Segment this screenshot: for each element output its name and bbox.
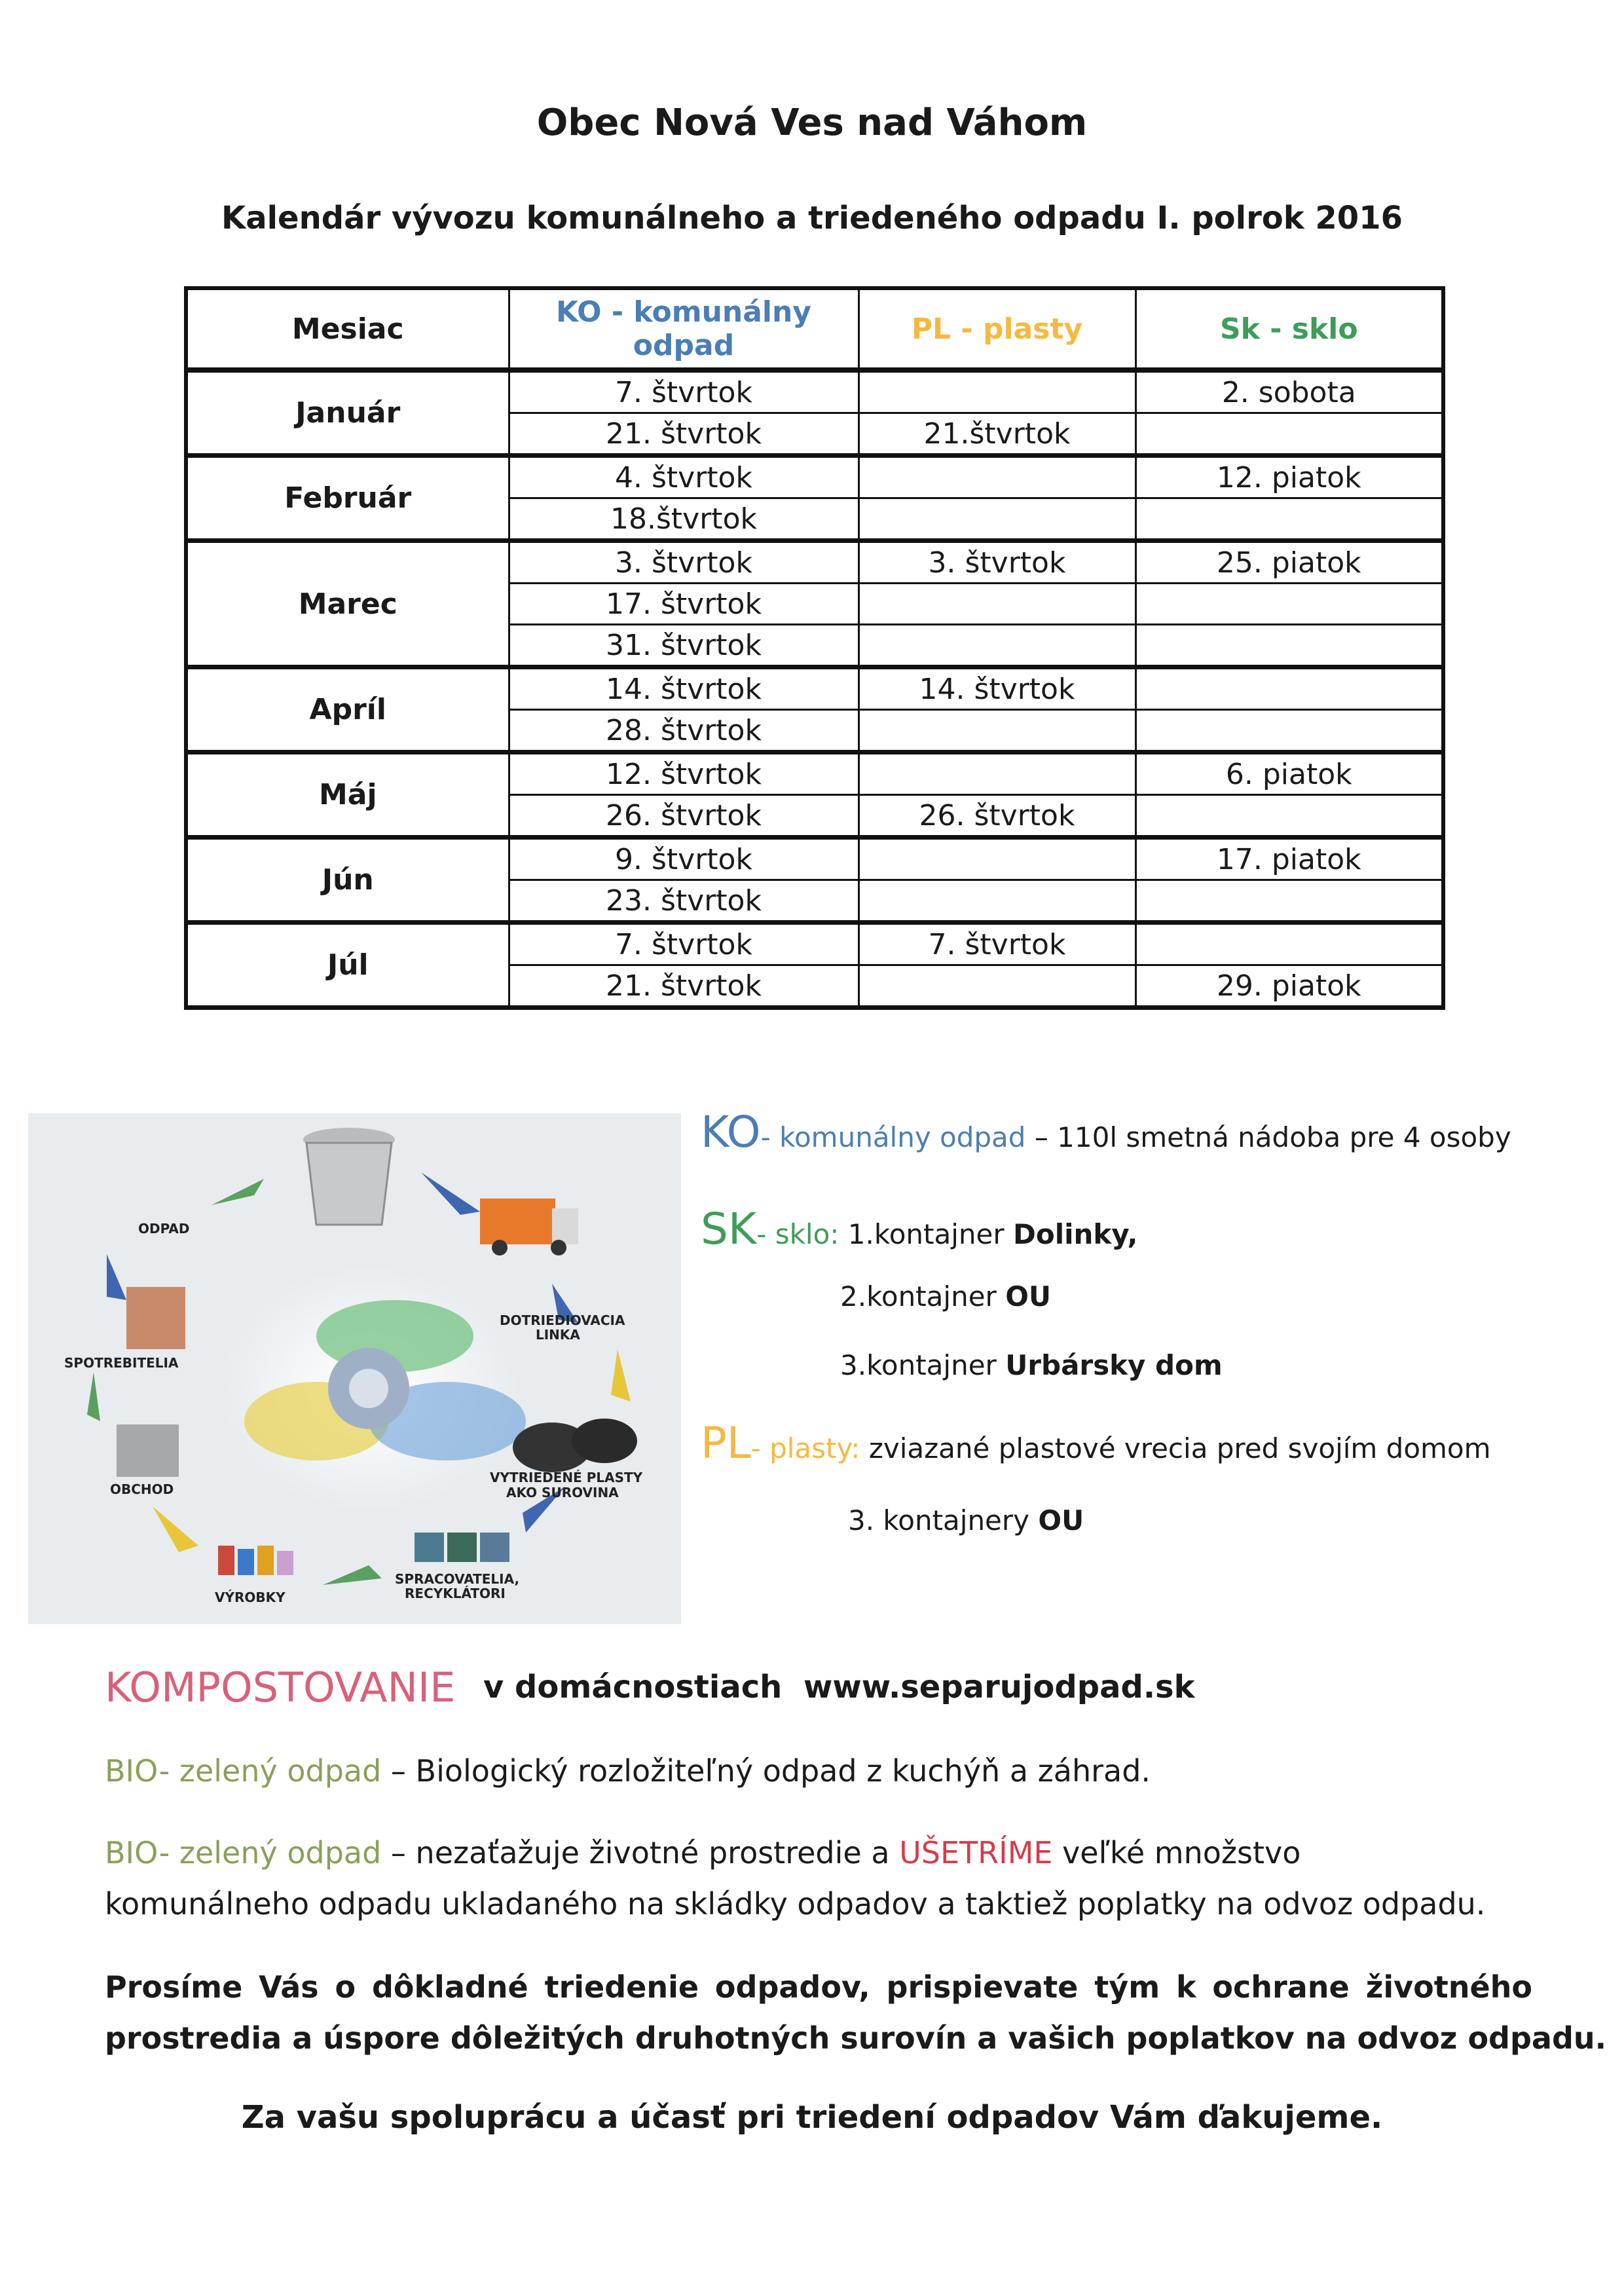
pl-cell: 3. štvrtok bbox=[858, 541, 1135, 584]
header-sk: Sk - sklo bbox=[1135, 288, 1443, 370]
products-icon bbox=[218, 1546, 293, 1575]
consumers-icon bbox=[126, 1287, 185, 1349]
sk-cell: 25. piatok bbox=[1135, 541, 1443, 584]
plastic-bags-icon bbox=[513, 1419, 637, 1472]
legend-sk-line3-bold: Urbársky dom bbox=[1005, 1349, 1223, 1381]
month-cell: Február bbox=[186, 456, 509, 541]
ko-cell: 23. štvrtok bbox=[509, 880, 858, 923]
pl-cell bbox=[858, 498, 1135, 541]
table-row bbox=[186, 667, 1443, 710]
arrow-green-icon bbox=[87, 1372, 100, 1421]
usetrime-highlight: UŠETRÍME bbox=[899, 1835, 1053, 1870]
recycling-cycle-diagram bbox=[28, 1113, 681, 1624]
legend-pl-text: zviazané plastové vrecia pred svojím domom bbox=[868, 1432, 1491, 1464]
table-row bbox=[186, 541, 1443, 584]
sk-cell bbox=[1135, 625, 1443, 667]
table-row bbox=[186, 838, 1443, 880]
ko-cell: 21. štvrtok bbox=[509, 413, 858, 456]
sk-cell bbox=[1135, 710, 1443, 753]
ko-cell: 7. štvrtok bbox=[509, 370, 858, 413]
legend-ko-text: – 110l smetná nádoba pre 4 osoby bbox=[1034, 1121, 1511, 1153]
legend-ko-dash: - bbox=[760, 1121, 771, 1153]
kompost-subheading: v domácnostiach bbox=[483, 1669, 783, 1705]
sk-cell: 2. sobota bbox=[1135, 370, 1443, 413]
ko-cell: 17. štvrtok bbox=[509, 584, 858, 625]
legend-pl bbox=[701, 1418, 1491, 1468]
table-row bbox=[186, 370, 1443, 413]
sk-cell bbox=[1135, 795, 1443, 838]
month-cell: Máj bbox=[186, 753, 509, 838]
arrow-blue-icon bbox=[421, 1172, 480, 1215]
legend-ko-abbr: KO bbox=[701, 1107, 761, 1157]
sk-cell bbox=[1135, 584, 1443, 625]
legend-sk-dash: - bbox=[756, 1218, 767, 1250]
sk-cell bbox=[1135, 880, 1443, 923]
bio-paragraph-2 bbox=[105, 1827, 1485, 1929]
ko-cell: 3. štvrtok bbox=[509, 541, 858, 584]
header-pl: PL - plasty bbox=[858, 288, 1135, 370]
legend-sk-line2-pre: 2.kontajner bbox=[840, 1280, 997, 1312]
thanks-line: Za vašu spoluprácu a účasť pri triedení odpadov Vám ďakujeme. bbox=[241, 2099, 1383, 2136]
website-link[interactable]: www.separujodpad.sk bbox=[803, 1669, 1195, 1705]
label-linka: LINKA bbox=[536, 1327, 580, 1343]
legend-sk-line2 bbox=[840, 1280, 1051, 1312]
pl-cell bbox=[858, 456, 1135, 498]
arrow-yellow-icon bbox=[611, 1349, 631, 1402]
bio-text-a: – nezaťažuje životné prostredie a bbox=[390, 1835, 890, 1870]
appeal-line-2: prostredia a úspore dôležitých druhotných surovín a vašich poplatkov na odvoz odpadu. bbox=[105, 2020, 1607, 2056]
sk-cell: 6. piatok bbox=[1135, 753, 1443, 795]
pl-cell bbox=[858, 838, 1135, 880]
ko-cell: 31. štvrtok bbox=[509, 625, 858, 667]
legend-pl-dash: - bbox=[750, 1432, 761, 1464]
pl-cell bbox=[858, 753, 1135, 795]
label-recyklatori: RECYKLÁTORI bbox=[405, 1586, 506, 1601]
legend-sk-line2-bold: OU bbox=[1005, 1280, 1051, 1312]
pl-cell bbox=[858, 584, 1135, 625]
legend-sk-line1-pre: 1.kontajner bbox=[847, 1218, 1005, 1250]
page-subtitle: Kalendár vývozu komunálneho a triedeného odpadu I. polrok 2016 bbox=[221, 200, 1403, 236]
label-vytriedene-plasty: VYTRIEDENÉ PLASTY bbox=[490, 1470, 643, 1485]
table-row bbox=[186, 923, 1443, 965]
legend-sk-line3 bbox=[840, 1349, 1223, 1381]
legend-ko bbox=[701, 1107, 1511, 1157]
label-dotriediovacia: DOTRIEDIOVACIA bbox=[500, 1312, 625, 1328]
month-cell: Jún bbox=[186, 838, 509, 923]
shop-icon bbox=[117, 1424, 179, 1477]
bio-text-b: veľké množstvo bbox=[1062, 1835, 1301, 1870]
garbage-truck-icon bbox=[480, 1199, 578, 1255]
legend-pl-line2-pre: 3. kontajnery bbox=[848, 1504, 1030, 1536]
ko-cell: 18.štvrtok bbox=[509, 498, 858, 541]
label-spotrebitelia: SPOTREBITELIA bbox=[64, 1355, 179, 1371]
sk-cell: 12. piatok bbox=[1135, 456, 1443, 498]
ko-cell: 7. štvrtok bbox=[509, 923, 858, 965]
collection-calendar-table bbox=[184, 286, 1445, 1010]
sk-cell bbox=[1135, 413, 1443, 456]
arrow-blue-icon bbox=[107, 1254, 126, 1300]
month-cell: Apríl bbox=[186, 667, 509, 753]
legend-pl-line2 bbox=[848, 1504, 1084, 1536]
arrow-yellow-icon bbox=[153, 1506, 198, 1552]
ko-cell: 21. štvrtok bbox=[509, 965, 858, 1008]
pl-cell: 26. štvrtok bbox=[858, 795, 1135, 838]
table-row bbox=[186, 753, 1443, 795]
legend-sk bbox=[701, 1204, 1137, 1254]
legend-pl-abbr: PL bbox=[701, 1418, 751, 1468]
sk-cell: 29. piatok bbox=[1135, 965, 1443, 1008]
bio-paragraph-1 bbox=[105, 1745, 1151, 1796]
legend-sk-line1-bold: Dolinky, bbox=[1012, 1218, 1138, 1250]
appeal-line-1: Prosíme Vás o dôkladné triedenie odpadov, prispievate tým k ochrane životného bbox=[105, 1969, 1532, 2005]
label-vyrobky: VÝROBKY bbox=[215, 1590, 286, 1605]
header-ko: KO - komunálny odpad bbox=[509, 288, 858, 370]
legend-sk-line3-pre: 3.kontajner bbox=[840, 1349, 997, 1381]
kompost-heading: KOMPOSTOVANIE bbox=[105, 1664, 456, 1711]
label-obchod: OBCHOD bbox=[110, 1481, 174, 1497]
legend-sk-abbr: SK bbox=[701, 1204, 757, 1254]
arrow-green-icon bbox=[212, 1179, 264, 1205]
pl-cell: 7. štvrtok bbox=[858, 923, 1135, 965]
label-odpad: ODPAD bbox=[138, 1221, 190, 1236]
pl-cell: 21.štvrtok bbox=[858, 413, 1135, 456]
legend-pl-line2-bold: OU bbox=[1038, 1504, 1084, 1536]
page-title: Obec Nová Ves nad Váhom bbox=[536, 102, 1088, 144]
sk-cell bbox=[1135, 498, 1443, 541]
ko-cell: 4. štvrtok bbox=[509, 456, 858, 498]
legend-pl-label: plasty: bbox=[769, 1432, 860, 1464]
pl-cell bbox=[858, 625, 1135, 667]
legend-sk-label: sklo: bbox=[775, 1218, 840, 1250]
appeal-paragraph bbox=[105, 1962, 1606, 2064]
label-spracovatelia: SPRACOVATELIA, bbox=[395, 1571, 520, 1587]
ko-cell: 12. štvrtok bbox=[509, 753, 858, 795]
month-cell: Júl bbox=[186, 923, 509, 1008]
month-cell: Január bbox=[186, 370, 509, 456]
pl-cell bbox=[858, 965, 1135, 1008]
recycling-bins-icon bbox=[415, 1533, 509, 1562]
pl-cell: 14. štvrtok bbox=[858, 667, 1135, 710]
bio-text-line2: komunálneho odpadu ukladaného na skládky odpadov a taktiež poplatky na odvoz odpadu. bbox=[105, 1886, 1486, 1922]
trash-can-icon bbox=[303, 1128, 395, 1225]
sk-cell bbox=[1135, 667, 1443, 710]
sk-cell bbox=[1135, 923, 1443, 965]
ko-cell: 9. štvrtok bbox=[509, 838, 858, 880]
ko-cell: 14. štvrtok bbox=[509, 667, 858, 710]
header-month: Mesiac bbox=[186, 288, 509, 370]
arrow-green-icon bbox=[323, 1565, 382, 1585]
ko-cell: 28. štvrtok bbox=[509, 710, 858, 753]
legend-ko-label: komunálny odpad bbox=[779, 1121, 1026, 1153]
bio-label: BIO- zelený odpad bbox=[105, 1835, 382, 1870]
recycle-center-inner bbox=[349, 1369, 388, 1408]
bio-label: BIO- zelený odpad bbox=[105, 1753, 382, 1789]
pl-cell bbox=[858, 710, 1135, 753]
table-header-row bbox=[186, 288, 1443, 370]
pl-cell bbox=[858, 370, 1135, 413]
table-row bbox=[186, 456, 1443, 498]
bio-text: – Biologický rozložiteľný odpad z kuchýň a záhrad. bbox=[390, 1753, 1151, 1789]
sk-cell: 17. piatok bbox=[1135, 838, 1443, 880]
ko-cell: 26. štvrtok bbox=[509, 795, 858, 838]
month-cell: Marec bbox=[186, 541, 509, 667]
pl-cell bbox=[858, 880, 1135, 923]
label-ako-surovina: AKO SUROVINA bbox=[506, 1485, 619, 1500]
